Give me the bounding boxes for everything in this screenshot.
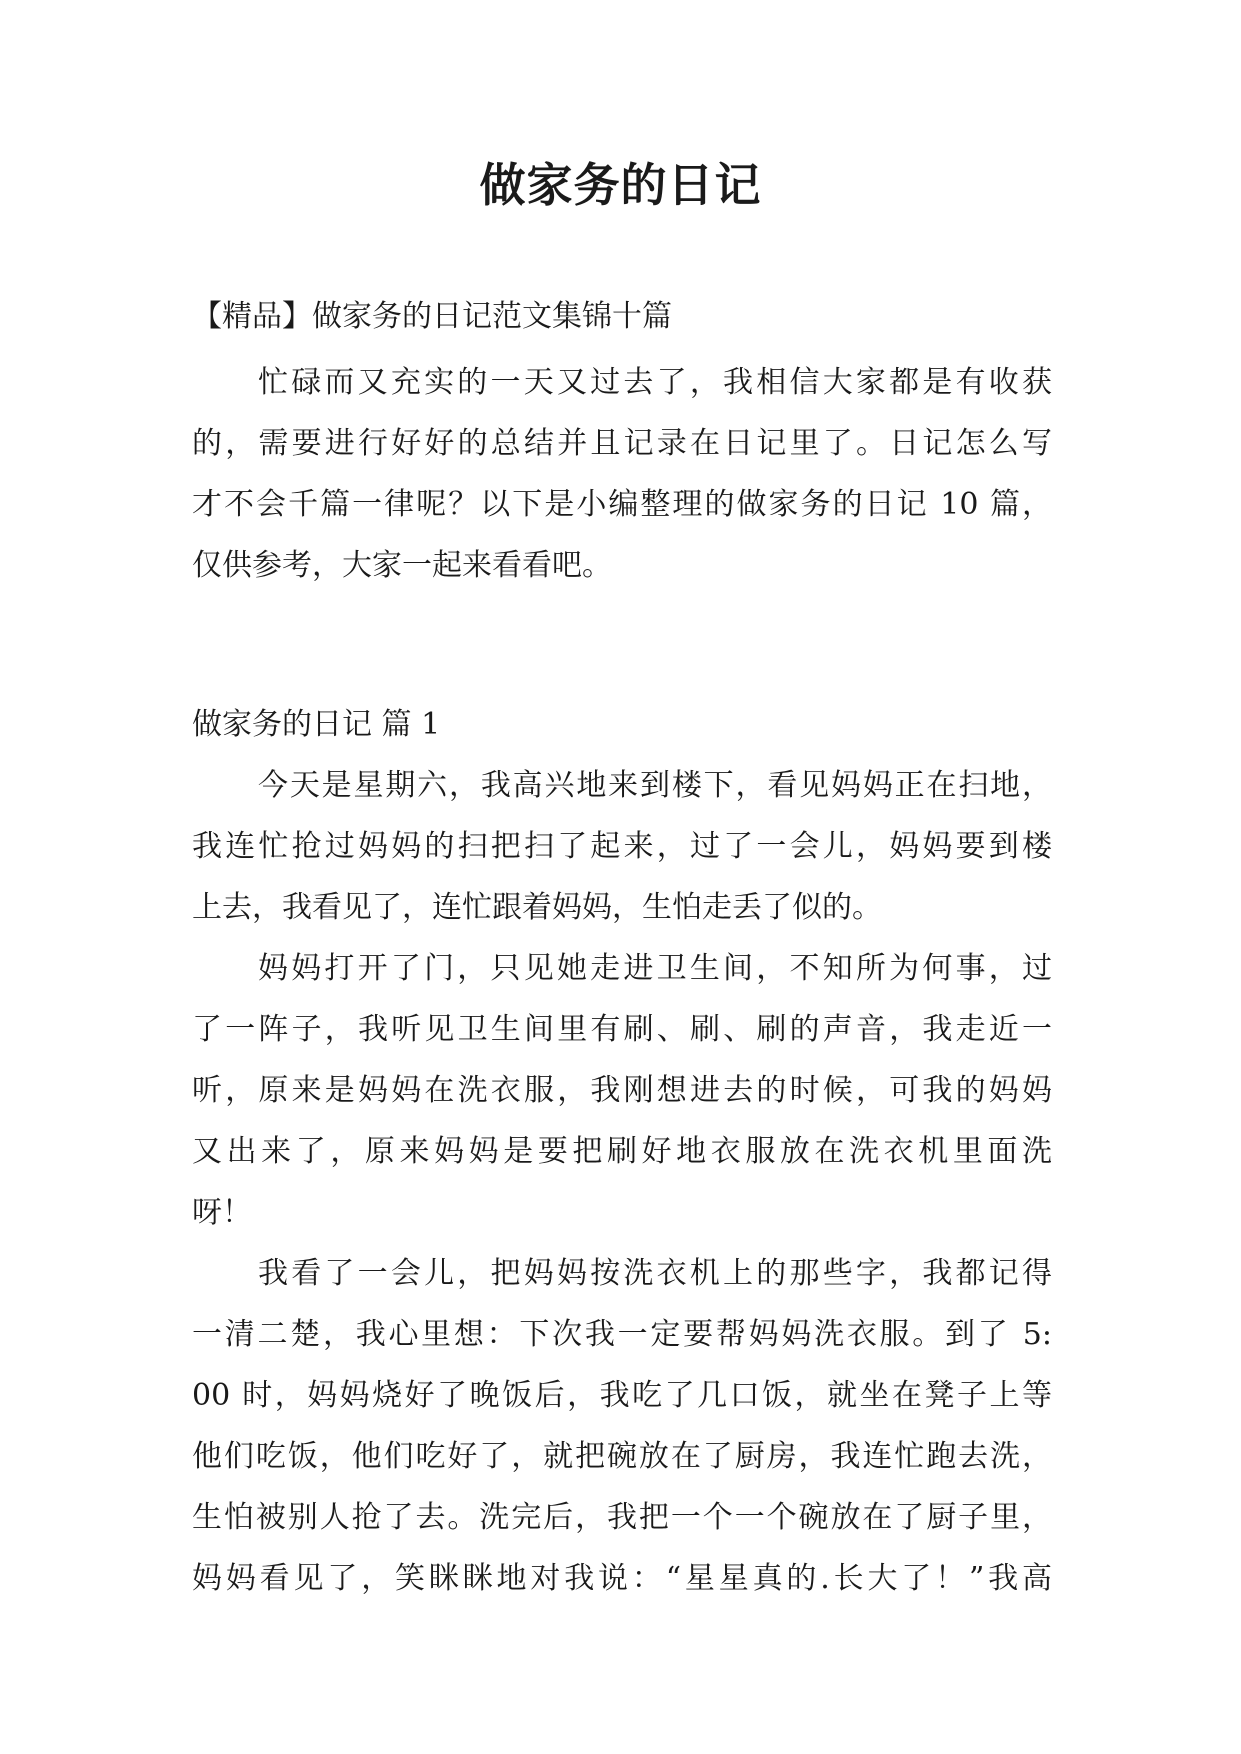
paragraph-line: 今天是星期六，我高兴地来到楼下，看见妈妈正在扫地， (258, 768, 1052, 803)
paragraph-line: 我看了一会儿，把妈妈按洗衣机上的那些字，我都记得 (258, 1256, 1052, 1291)
paragraph-line: 听，原来是妈妈在洗衣服，我刚想进去的时候，可我的妈妈 (192, 1073, 1052, 1108)
body-paragraph-3 (192, 1243, 1052, 1609)
paragraph-line: 了一阵子，我听见卫生间里有刷、刷、刷的声音，我走近一 (192, 1012, 1052, 1047)
page-title: 做家务的日记 (479, 158, 762, 212)
paragraph-line: 上去，我看见了，连忙跟着妈妈，生怕走丢了似的。 (192, 890, 882, 925)
paragraph-line: 又出来了，原来妈妈是要把刷好地衣服放在洗衣机里面洗 (192, 1134, 1052, 1169)
body-paragraph-2 (192, 938, 1052, 1243)
paragraph-line: 仅供参考，大家一起来看看吧。 (192, 548, 612, 583)
paragraph-line: 的，需要进行好好的总结并且记录在日记里了。日记怎么写 (192, 426, 1052, 461)
paragraph-line: 一清二楚，我心里想：下次我一定要帮妈妈洗衣服。到了 5: (192, 1317, 1052, 1352)
section-heading: 做家务的日记 篇 1 (192, 707, 441, 742)
body-paragraph-1 (192, 755, 1052, 938)
paragraph-line: 生怕被别人抢了去。洗完后，我把一个一个碗放在了厨子里， (192, 1500, 1052, 1535)
paragraph-line: 我连忙抢过妈妈的扫把扫了起来，过了一会儿，妈妈要到楼 (192, 829, 1052, 864)
paragraph-line: 呀！ (192, 1195, 252, 1230)
document-subtitle: 【精品】做家务的日记范文集锦十篇 (192, 299, 672, 334)
paragraph-line: 妈妈看见了，笑眯眯地对我说：“星星真的.长大了！”我高 (192, 1561, 1052, 1596)
paragraph-line: 他们吃饭，他们吃好了，就把碗放在了厨房，我连忙跑去洗， (192, 1439, 1052, 1474)
intro-paragraph (192, 352, 1052, 596)
paragraph-line: 才不会千篇一律呢？以下是小编整理的做家务的日记 10 篇， (192, 487, 1052, 522)
paragraph-line: 忙碌而又充实的一天又过去了，我相信大家都是有收获 (258, 365, 1052, 400)
paragraph-line: 妈妈打开了门，只见她走进卫生间，不知所为何事，过 (258, 951, 1052, 986)
paragraph-line: 00 时，妈妈烧好了晚饭后，我吃了几口饭，就坐在凳子上等 (192, 1378, 1052, 1413)
